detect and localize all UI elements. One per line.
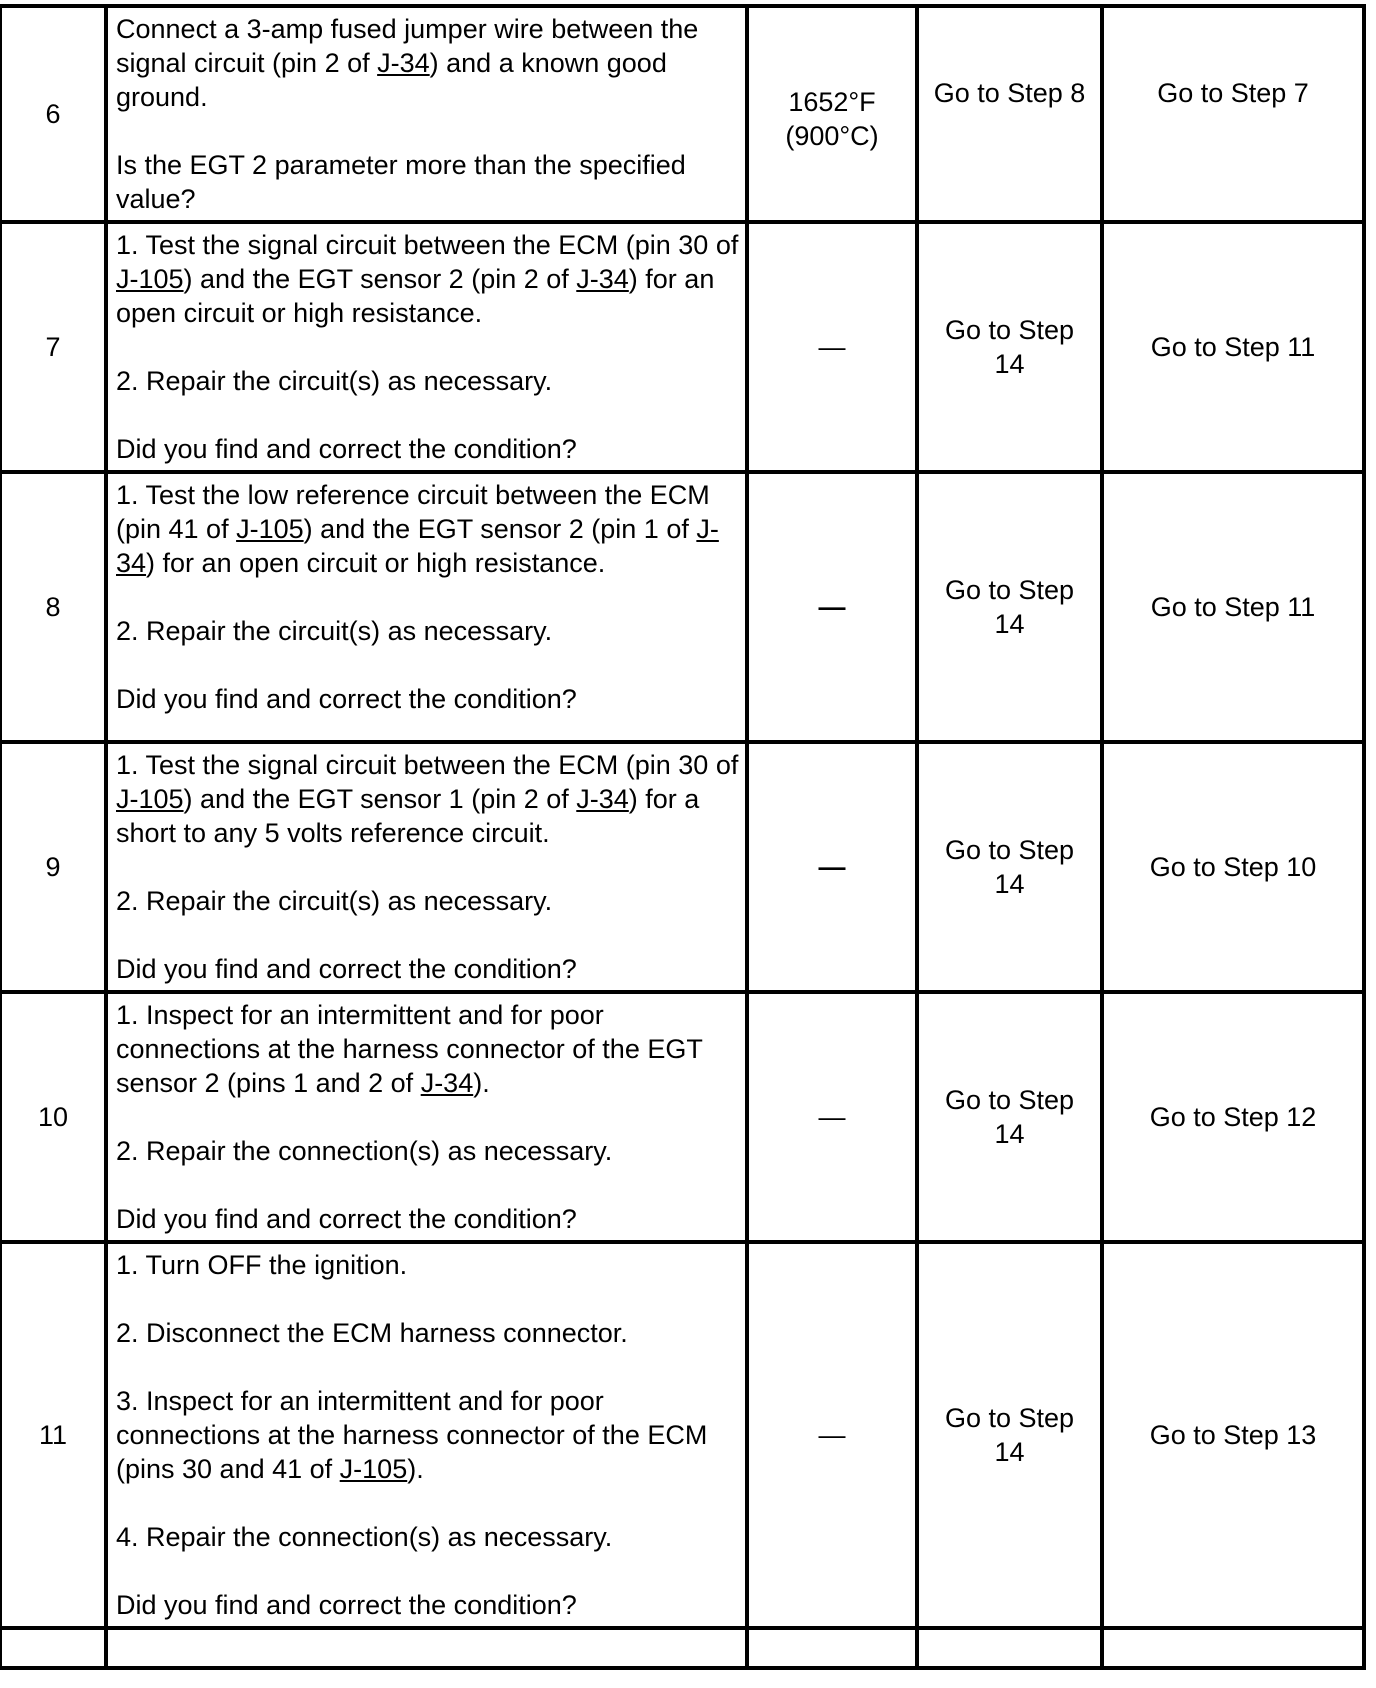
- yes-action-text: 14: [994, 1437, 1025, 1467]
- paragraph-spacer: [116, 398, 739, 432]
- action-text: Did you find and correct the condition?: [116, 1590, 577, 1620]
- action-cell: [106, 742, 747, 992]
- action-paragraph: [116, 748, 739, 850]
- action-text: 1. Inspect for an intermittent and for poor connections at the harness connector of the EGT sensor 2 (pins 1 and 2 of: [116, 1000, 703, 1098]
- action-paragraph: [116, 682, 739, 716]
- action-paragraph: [116, 952, 739, 986]
- step-number-cell: 9: [0, 742, 106, 992]
- no-value-dash: —: [818, 332, 846, 362]
- no-action-cell[interactable]: Go to Step 11: [1102, 222, 1364, 472]
- action-paragraph: [116, 148, 739, 216]
- no-action-cell[interactable]: Go to Step 10: [1102, 742, 1364, 992]
- action-text: ) for an open circuit or high resistance.: [116, 264, 715, 328]
- action-text: ).: [407, 1454, 424, 1484]
- no-action-cell[interactable]: Go to Step 11: [1102, 472, 1364, 742]
- empty-cell: [747, 1628, 917, 1668]
- action-text: Is the EGT 2 parameter more than the specified value?: [116, 150, 686, 214]
- action-text: ) and the EGT sensor 1 (pin 2 of: [183, 784, 577, 814]
- connector-link[interactable]: J-34: [576, 264, 629, 294]
- action-cell: [106, 472, 747, 742]
- table-row: [0, 472, 1364, 742]
- no-action-cell[interactable]: Go to Step 13: [1102, 1242, 1364, 1628]
- action-text: Did you find and correct the condition?: [116, 684, 577, 714]
- yes-action-text: 14: [994, 349, 1025, 379]
- action-text: 2. Repair the circuit(s) as necessary.: [116, 616, 553, 646]
- action-paragraph: [116, 1134, 739, 1168]
- no-value-dash: —: [818, 592, 846, 622]
- value-cell: [747, 992, 917, 1242]
- table-row: [0, 742, 1364, 992]
- connector-link[interactable]: J-34: [116, 514, 719, 578]
- action-text: Did you find and correct the condition?: [116, 1204, 577, 1234]
- no-value-dash: —: [818, 1420, 846, 1450]
- connector-link[interactable]: J-105: [339, 1454, 408, 1484]
- action-paragraph: [116, 1520, 739, 1554]
- action-paragraph: [116, 884, 739, 918]
- value-cell: [747, 1242, 917, 1628]
- action-cell: [106, 1242, 747, 1628]
- action-text: Did you find and correct the condition?: [116, 954, 577, 984]
- action-paragraph: [116, 364, 739, 398]
- yes-action-text: Go to Step: [944, 1403, 1075, 1433]
- table-row-continuation: [0, 1628, 1364, 1668]
- action-paragraph: [116, 1588, 739, 1622]
- yes-action-text: 14: [994, 1119, 1025, 1149]
- paragraph-spacer: [116, 850, 739, 884]
- action-text: 2. Repair the circuit(s) as necessary.: [116, 886, 553, 916]
- action-text: Did you find and correct the condition?: [116, 434, 577, 464]
- connector-link[interactable]: J-34: [377, 48, 430, 78]
- diagnostic-table-body: [0, 6, 1364, 1668]
- value-cell: [747, 472, 917, 742]
- action-text: 1. Test the low reference circuit between the ECM (pin 41 of: [116, 480, 710, 544]
- yes-action-text: Go to Step 8: [933, 78, 1086, 108]
- table-row: [0, 6, 1364, 222]
- action-text: 2. Disconnect the ECM harness connector.: [116, 1318, 628, 1348]
- paragraph-spacer: [116, 1168, 739, 1202]
- paragraph-spacer: [116, 1282, 739, 1316]
- action-paragraph: [116, 478, 739, 580]
- action-paragraph: [116, 432, 739, 466]
- paragraph-spacer: [116, 1350, 739, 1384]
- action-text: 3. Inspect for an intermittent and for poor connections at the harness connector of the ECM (pins 30 and 41 of: [116, 1386, 708, 1484]
- no-value-dash: —: [818, 1102, 846, 1132]
- empty-cell: [0, 1628, 106, 1668]
- yes-action-cell[interactable]: [917, 472, 1102, 742]
- paragraph-spacer: [116, 648, 739, 682]
- paragraph-spacer: [116, 330, 739, 364]
- paragraph-spacer: [116, 1486, 739, 1520]
- action-text: ) for a short to any 5 volts reference circuit.: [116, 784, 700, 848]
- action-text: ) and a known good ground.: [116, 48, 667, 112]
- action-text: 1. Test the signal circuit between the ECM (pin 30 of: [116, 750, 739, 780]
- yes-action-text: 14: [994, 869, 1025, 899]
- action-paragraph: [116, 1384, 739, 1486]
- table-row: [0, 992, 1364, 1242]
- connector-link[interactable]: J-34: [420, 1068, 474, 1098]
- empty-cell: [106, 1628, 747, 1668]
- action-paragraph: [116, 1248, 739, 1282]
- action-cell: [106, 6, 747, 222]
- connector-link[interactable]: J-105: [116, 784, 184, 814]
- action-paragraph: [116, 1316, 739, 1350]
- no-value-dash: —: [818, 852, 846, 882]
- connector-link[interactable]: J-105: [236, 514, 304, 544]
- yes-action-text: Go to Step: [944, 575, 1075, 605]
- paragraph-spacer: [116, 580, 739, 614]
- action-paragraph: [116, 228, 739, 330]
- step-number-cell: 7: [0, 222, 106, 472]
- no-action-cell[interactable]: Go to Step 12: [1102, 992, 1364, 1242]
- action-paragraph: [116, 614, 739, 648]
- yes-action-text: Go to Step: [944, 835, 1075, 865]
- paragraph-spacer: [116, 114, 739, 148]
- value-cell: [747, 222, 917, 472]
- yes-action-text: Go to Step: [944, 1085, 1075, 1115]
- yes-action-text: 14: [994, 609, 1025, 639]
- diagnostic-table: [0, 4, 1366, 1670]
- yes-action-cell[interactable]: [917, 222, 1102, 472]
- action-text: 2. Repair the connection(s) as necessary.: [116, 1136, 613, 1166]
- action-text: ) and the EGT sensor 2 (pin 1 of: [303, 514, 697, 544]
- yes-action-cell[interactable]: [917, 992, 1102, 1242]
- action-text: Connect a 3-amp fused jumper wire between the signal circuit (pin 2 of: [116, 14, 699, 78]
- connector-link[interactable]: J-105: [116, 264, 184, 294]
- empty-cell: [917, 1628, 1102, 1668]
- specified-value: 1652°F: [788, 87, 876, 117]
- action-cell: [106, 222, 747, 472]
- paragraph-spacer: [116, 1554, 739, 1588]
- action-text: 1. Turn OFF the ignition.: [116, 1250, 408, 1280]
- yes-action-text: Go to Step: [944, 315, 1075, 345]
- action-paragraph: [116, 998, 739, 1100]
- step-number-cell: 10: [0, 992, 106, 1242]
- value-cell: [747, 742, 917, 992]
- no-action-cell[interactable]: Go to Step 7: [1102, 6, 1364, 222]
- action-text: ) for an open circuit or high resistance.: [146, 548, 606, 578]
- action-paragraph: [116, 1202, 739, 1236]
- action-cell: [106, 992, 747, 1242]
- specified-value: (900°C): [785, 121, 879, 151]
- yes-action-cell[interactable]: [917, 6, 1102, 222]
- table-row: [0, 1242, 1364, 1628]
- connector-link[interactable]: J-34: [576, 784, 629, 814]
- paragraph-spacer: [116, 1100, 739, 1134]
- action-text: ) and the EGT sensor 2 (pin 2 of: [183, 264, 577, 294]
- action-text: 1. Test the signal circuit between the ECM (pin 30 of: [116, 230, 739, 260]
- step-number-cell: 8: [0, 472, 106, 742]
- yes-action-cell[interactable]: [917, 1242, 1102, 1628]
- step-number-cell: 11: [0, 1242, 106, 1628]
- action-text: 4. Repair the connection(s) as necessary.: [116, 1522, 613, 1552]
- yes-action-cell[interactable]: [917, 742, 1102, 992]
- action-text: ).: [473, 1068, 490, 1098]
- table-row: [0, 222, 1364, 472]
- value-cell: [747, 6, 917, 222]
- action-text: 2. Repair the circuit(s) as necessary.: [116, 366, 553, 396]
- paragraph-spacer: [116, 918, 739, 952]
- step-number-cell: 6: [0, 6, 106, 222]
- action-paragraph: [116, 12, 739, 114]
- empty-cell: [1102, 1628, 1364, 1668]
